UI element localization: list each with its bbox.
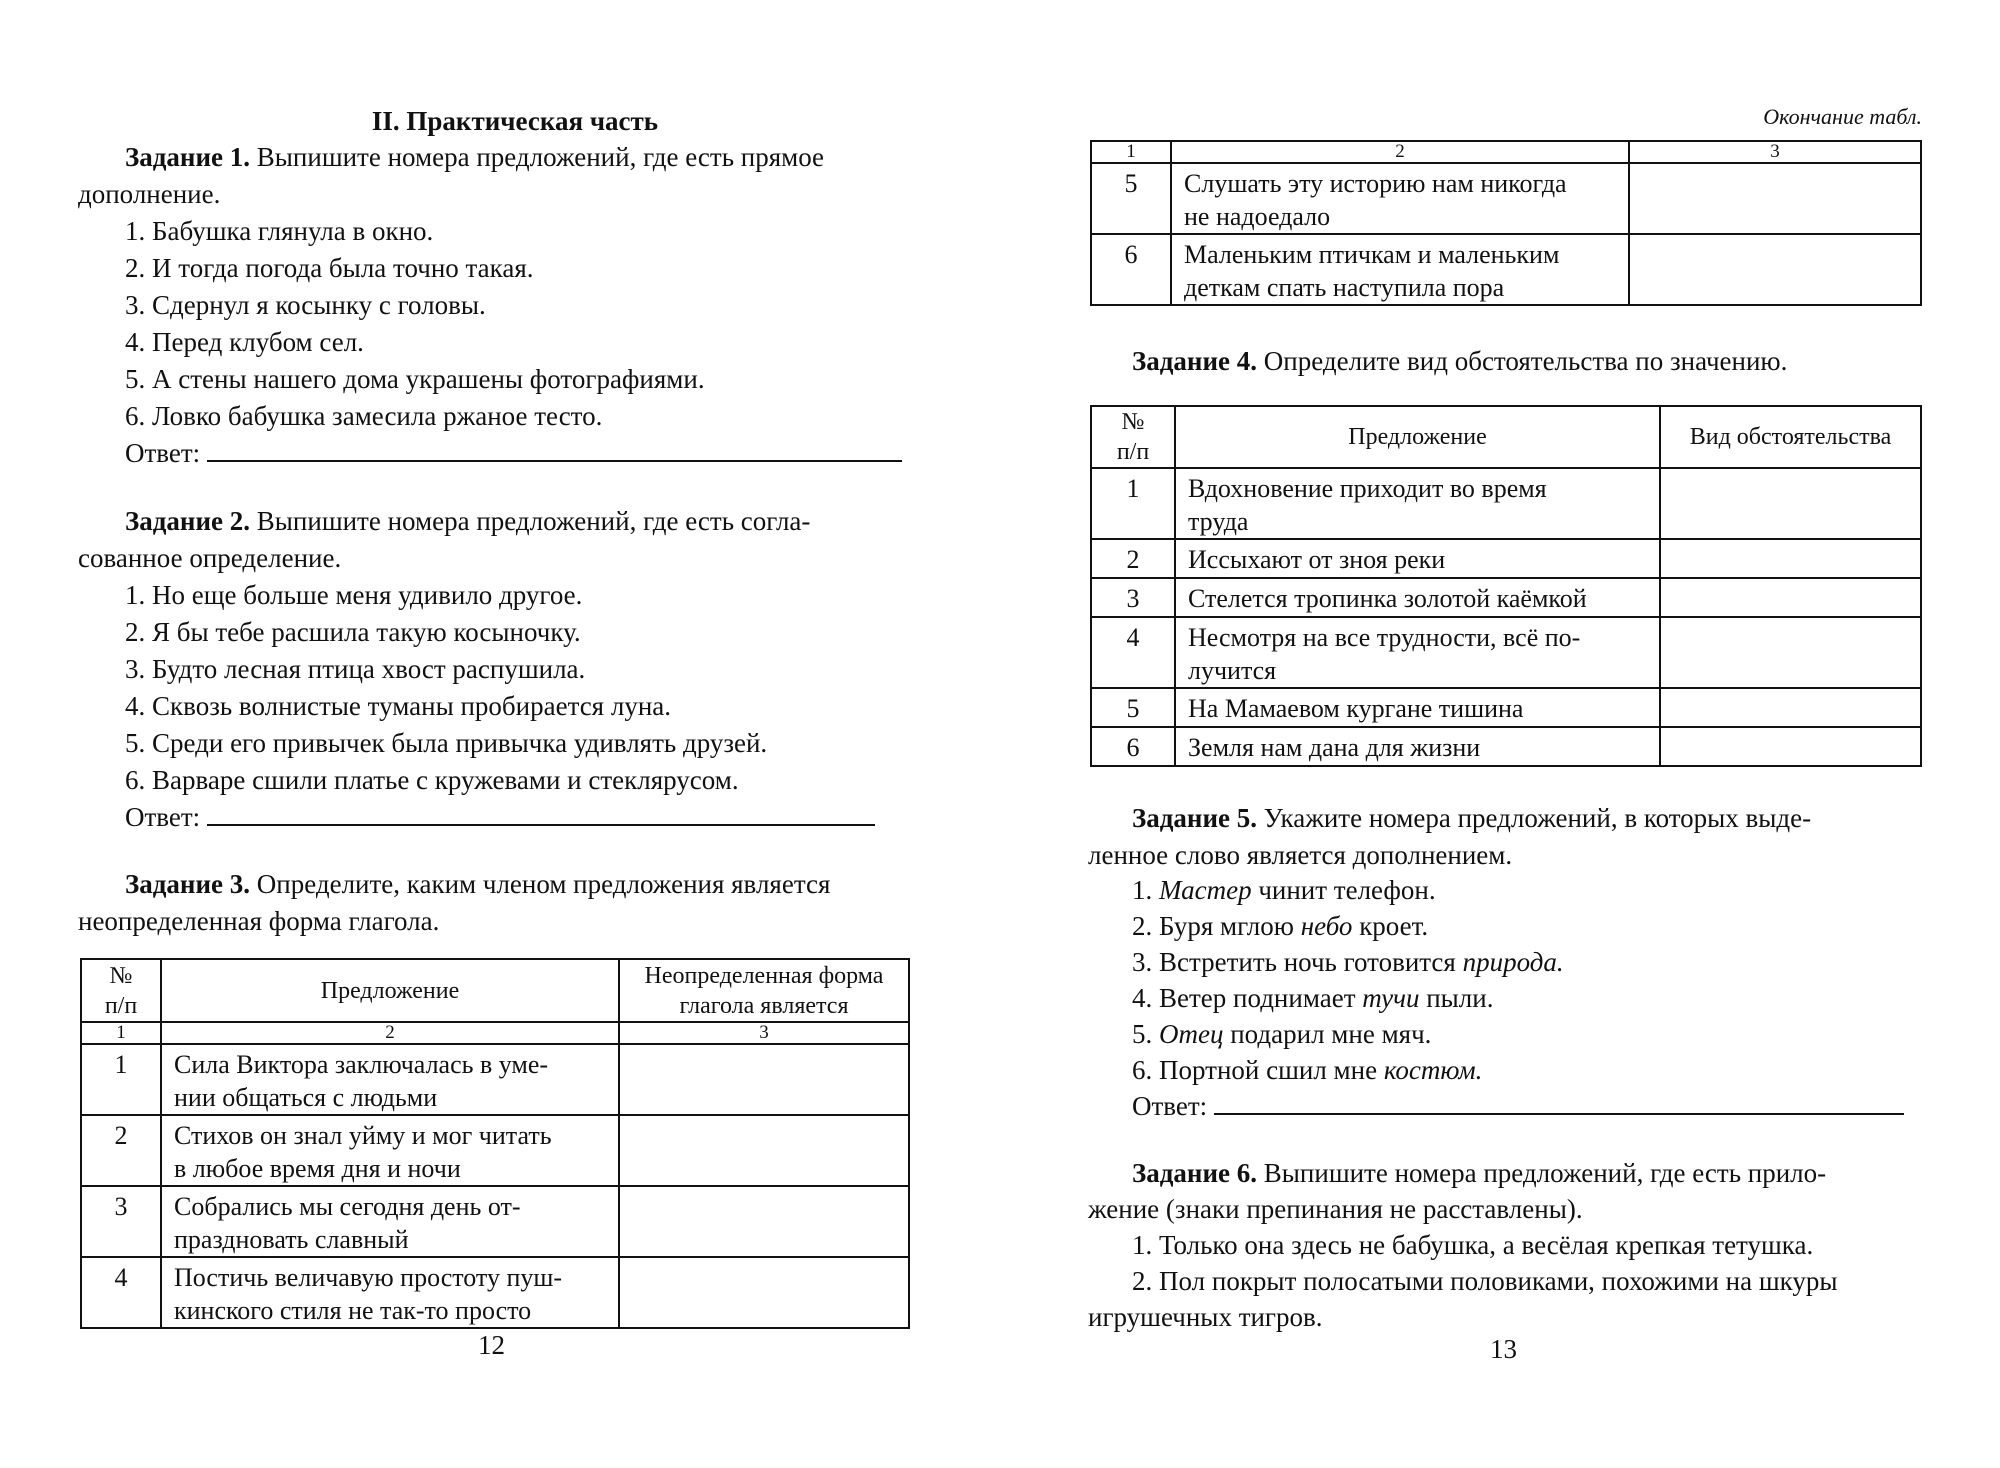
header-text: № <box>109 962 133 989</box>
sentence-line: Собрались мы сегодня день от- <box>174 1192 521 1221</box>
row-number: 1 <box>1091 468 1175 539</box>
continuation-table <box>1090 140 1922 306</box>
column-number: 2 <box>161 1022 619 1044</box>
row-sentence <box>1171 163 1629 234</box>
sentence-line: кинского стиля не так-то просто <box>174 1296 532 1325</box>
column-number: 1 <box>1091 141 1171 163</box>
task2-answer <box>125 799 875 836</box>
highlighted-word: природа. <box>1462 947 1564 977</box>
sentence-line: нии общаться с людьми <box>174 1083 438 1112</box>
row-sentence: На Мамаевом кургане тишина <box>1175 688 1660 727</box>
column-number: 1 <box>81 1022 161 1044</box>
table-row <box>81 1186 909 1257</box>
item-text: 4. Ветер поднимает <box>1132 983 1363 1013</box>
task4-heading <box>1132 343 1787 380</box>
item-text: подарил мне мяч. <box>1223 1019 1432 1049</box>
header-text: п/п <box>1116 439 1150 465</box>
task2-text-cont: сованное определение. <box>78 543 342 573</box>
row-number: 4 <box>1091 617 1175 688</box>
answer-label: Ответ: <box>1132 1091 1208 1121</box>
task5-item <box>1132 1016 1431 1053</box>
sentence-line: не надоедало <box>1184 202 1331 231</box>
row-number: 1 <box>81 1044 161 1115</box>
task2-item: 3. Будто лесная птица хвост распушила. <box>125 654 586 684</box>
task2-heading <box>125 503 810 540</box>
answer-line[interactable] <box>1214 1089 1904 1115</box>
row-number: 3 <box>81 1186 161 1257</box>
task1-answer <box>125 435 902 472</box>
task2-text: Выпишите номера предложений, где есть согла- <box>256 506 811 536</box>
task1-text-cont: дополнение. <box>78 179 221 209</box>
row-sentence <box>1175 617 1660 688</box>
answer-cell[interactable] <box>619 1115 909 1186</box>
task1-item: 4. Перед клубом сел. <box>125 327 364 357</box>
answer-cell[interactable] <box>1660 688 1921 727</box>
task5-answer <box>1132 1088 1904 1125</box>
task5-item <box>1132 980 1493 1017</box>
item-text: кроет. <box>1352 911 1429 941</box>
task5-text: Укажите номера предложений, в которых выде- <box>1263 803 1812 833</box>
task4-text: Определите вид обстоятельства по значению. <box>1263 346 1788 376</box>
answer-cell[interactable] <box>1629 163 1921 234</box>
task1-text: Выпишите номера предложений, где есть прямое <box>256 142 825 172</box>
task6-item: 2. Пол покрыт полосатыми половиками, похожими на шкуры <box>1132 1266 1838 1296</box>
row-number: 5 <box>1091 163 1171 234</box>
header-number <box>1091 406 1175 468</box>
table-row <box>1091 727 1921 766</box>
sentence-line: праздновать славный <box>174 1225 409 1254</box>
column-number: 3 <box>619 1022 909 1044</box>
task6-heading <box>1132 1155 1826 1192</box>
header-text: Неопределенная форма <box>644 962 884 989</box>
task6-item-cont: игрушечных тигров. <box>1088 1302 1323 1332</box>
table-continuation-label: Окончание табл. <box>1763 104 1922 129</box>
table-header-row <box>1091 406 1921 468</box>
column-number: 3 <box>1629 141 1921 163</box>
row-number: 2 <box>1091 539 1175 578</box>
header-sentence: Предложение <box>161 959 619 1022</box>
task1-item: 3. Сдернул я косынку с головы. <box>125 290 486 320</box>
column-number: 2 <box>1171 141 1629 163</box>
sentence-line: деткам спать наступила пора <box>1184 273 1505 302</box>
table-row <box>1091 468 1921 539</box>
table-row <box>1091 688 1921 727</box>
item-text: 5. <box>1132 1019 1159 1049</box>
table-row <box>1091 617 1921 688</box>
highlighted-word: костюм. <box>1383 1055 1483 1085</box>
answer-cell[interactable] <box>1660 539 1921 578</box>
task3-label: Задание 3. <box>125 869 251 899</box>
sentence-line: Несмотря на все трудности, всё по- <box>1188 623 1581 652</box>
answer-cell[interactable] <box>619 1257 909 1328</box>
task3-text: Определите, каким членом предложения является <box>256 869 831 899</box>
task6-text-cont: жение (знаки препинания не расставлены). <box>1088 1194 1583 1224</box>
row-sentence: Стелется тропинка золотой каёмкой <box>1175 578 1660 617</box>
table-row <box>1091 163 1921 234</box>
row-sentence <box>161 1186 619 1257</box>
sentence-line: Сила Виктора заключалась в уме- <box>174 1050 549 1079</box>
task5-heading <box>1132 800 1811 837</box>
row-number: 4 <box>81 1257 161 1328</box>
task1-label: Задание 1. <box>125 142 251 172</box>
sentence-line: лучится <box>1188 656 1277 685</box>
header-text: п/п <box>104 992 138 1019</box>
answer-label: Ответ: <box>125 438 201 468</box>
table-row <box>81 1044 909 1115</box>
sentence-line: Постичь величавую простоту пуш- <box>174 1263 563 1292</box>
task5-item <box>1132 872 1436 909</box>
task3-table <box>80 958 910 1329</box>
table-header-row <box>81 959 909 1022</box>
table-row <box>1091 234 1921 305</box>
column-number-row <box>1091 141 1921 163</box>
table-row <box>81 1115 909 1186</box>
row-sentence: Иссыхают от зноя реки <box>1175 539 1660 578</box>
task1-item: 2. И тогда погода была точно такая. <box>125 253 534 283</box>
page-number: 13 <box>1490 1334 1517 1364</box>
header-text: № <box>1121 409 1145 435</box>
answer-cell[interactable] <box>1660 727 1921 766</box>
item-text: 1. <box>1132 875 1159 905</box>
row-number: 5 <box>1091 688 1175 727</box>
task2-label: Задание 2. <box>125 506 251 536</box>
sentence-line: в любое время дня и ночи <box>174 1154 461 1183</box>
row-sentence <box>161 1115 619 1186</box>
column-number-row <box>81 1022 909 1044</box>
header-verb-role <box>619 959 909 1022</box>
task2-item: 4. Сквозь волнистые туманы пробирается луна. <box>125 691 672 721</box>
task5-text-cont: ленное слово является дополнением. <box>1088 840 1513 870</box>
row-number: 3 <box>1091 578 1175 617</box>
item-text: 3. Встретить ночь готовится <box>1132 947 1463 977</box>
answer-cell[interactable] <box>1660 468 1921 539</box>
task2-item: 1. Но еще больше меня удивило другое. <box>125 580 583 610</box>
highlighted-word: Мастер <box>1159 875 1252 905</box>
table-row <box>1091 539 1921 578</box>
header-text: глагола является <box>679 992 849 1019</box>
sentence-line: Маленьким птичкам и маленьким <box>1184 240 1560 269</box>
highlighted-word: небо <box>1300 911 1353 941</box>
row-sentence <box>161 1044 619 1115</box>
header-circumstance-type: Вид обстоятельства <box>1660 406 1921 468</box>
sentence-line: Вдохновение приходит во время <box>1188 474 1547 503</box>
sentence-line: Слушать эту историю нам никогда <box>1184 169 1567 198</box>
row-number: 6 <box>1091 234 1171 305</box>
answer-cell[interactable] <box>1629 234 1921 305</box>
task5-label: Задание 5. <box>1132 803 1258 833</box>
task5-item <box>1132 1052 1482 1089</box>
section-title: II. Практическая часть <box>371 106 659 136</box>
row-number: 6 <box>1091 727 1175 766</box>
task5-item <box>1132 908 1428 945</box>
highlighted-word: тучи <box>1362 983 1420 1013</box>
task5-item <box>1132 944 1564 981</box>
task2-item: 2. Я бы тебе расшила такую косыночку. <box>125 617 581 647</box>
task6-text: Выпишите номера предложений, где есть прило- <box>1263 1158 1827 1188</box>
answer-cell[interactable] <box>1660 578 1921 617</box>
item-text: пыли. <box>1419 983 1494 1013</box>
row-sentence: Земля нам дана для жизни <box>1175 727 1660 766</box>
task6-label: Задание 6. <box>1132 1158 1258 1188</box>
task2-item: 5. Среди его привычек была привычка удивлять друзей. <box>125 728 768 758</box>
row-number: 2 <box>81 1115 161 1186</box>
answer-cell[interactable] <box>619 1186 909 1257</box>
answer-line[interactable] <box>207 800 875 826</box>
task4-table <box>1090 405 1922 767</box>
answer-cell[interactable] <box>1660 617 1921 688</box>
item-text: 6. Портной сшил мне <box>1132 1055 1384 1085</box>
row-sentence <box>161 1257 619 1328</box>
task1-item: 1. Бабушка глянула в окно. <box>125 216 434 246</box>
sentence-line: Стихов он знал уйму и мог читать <box>174 1121 552 1150</box>
task4-label: Задание 4. <box>1132 346 1258 376</box>
task2-item: 6. Варваре сшили платье с кружевами и стеклярусом. <box>125 765 739 795</box>
row-sentence <box>1175 468 1660 539</box>
item-text: чинит телефон. <box>1251 875 1436 905</box>
task3-text-cont: неопределенная форма глагола. <box>78 906 440 936</box>
task3-heading <box>125 866 830 903</box>
answer-label: Ответ: <box>125 802 201 832</box>
task6-item: 1. Только она здесь не бабушка, а весёлая крепкая тетушка. <box>1132 1230 1814 1260</box>
header-number <box>81 959 161 1022</box>
highlighted-word: Отец <box>1159 1019 1224 1049</box>
right-page <box>1000 0 2000 1468</box>
table-row <box>81 1257 909 1328</box>
header-sentence: Предложение <box>1175 406 1660 468</box>
task1-item: 5. А стены нашего дома украшены фотографиями. <box>125 364 705 394</box>
answer-line[interactable] <box>207 436 902 462</box>
row-sentence <box>1171 234 1629 305</box>
task1-heading <box>125 139 824 176</box>
task1-item: 6. Ловко бабушка замесила ржаное тесто. <box>125 401 603 431</box>
table-row <box>1091 578 1921 617</box>
page-number: 12 <box>478 1330 505 1360</box>
item-text: 2. Буря мглою <box>1132 911 1301 941</box>
answer-cell[interactable] <box>619 1044 909 1115</box>
sentence-line: труда <box>1188 507 1249 536</box>
